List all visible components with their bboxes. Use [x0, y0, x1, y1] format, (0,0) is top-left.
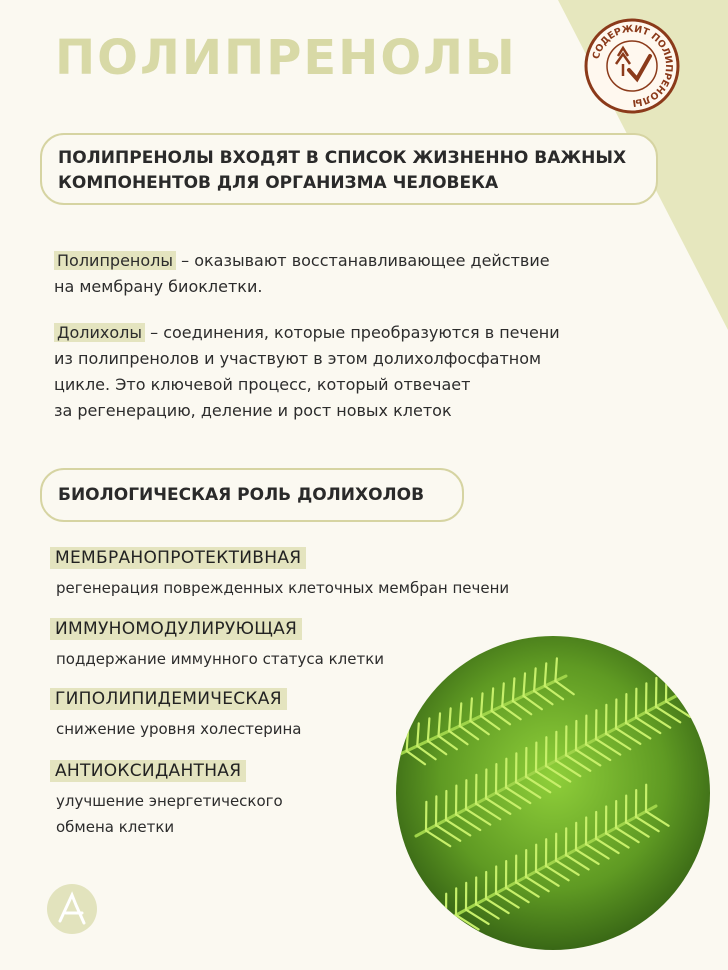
- header-info-box: [40, 133, 658, 205]
- role-name-membrane: МЕМБРАНОПРОТЕКТИВНАЯ: [50, 547, 306, 569]
- roles-title-box: [40, 468, 464, 522]
- role-desc-immune: поддержание иммунного статуса клетки: [56, 650, 385, 668]
- page-title: ПОЛИПРЕНОЛЫ: [55, 30, 517, 86]
- polyprenols-line-1: – оказывают восстанавливающее действие: [176, 251, 550, 270]
- role-desc-membrane: регенерация поврежденных клеточных мембран печени: [56, 579, 510, 597]
- dolichols-term: Долихолы: [54, 323, 145, 342]
- roles-title: БИОЛОГИЧЕСКАЯ РОЛЬ ДОЛИХОЛОВ: [58, 485, 425, 505]
- role-name-immune: ИММУНОМОДУЛИРУЮЩАЯ: [50, 618, 302, 640]
- role-desc-antioxidant-line-2: обмена клетки: [56, 818, 175, 836]
- stamp-contains-polyprenols: [582, 16, 682, 116]
- dolichols-paragraph: [54, 320, 674, 424]
- header-line-1: ПОЛИПРЕНОЛЫ ВХОДЯТ В СПИСОК ЖИЗНЕННО ВАЖНЫХ: [58, 148, 627, 168]
- brand-logo-icon: [46, 883, 98, 935]
- polyprenols-line-2: на мембрану биоклетки.: [54, 277, 263, 296]
- dolichols-line-1: – соединения, которые преобразуются в печени: [145, 323, 560, 342]
- role-name-lipid: ГИПОЛИПИДЕМИЧЕСКАЯ: [50, 688, 287, 710]
- fir-branch-photo: [396, 636, 710, 950]
- dolichols-line-2: из полипренолов и участвуют в этом долихолфосфатном: [54, 349, 542, 368]
- stamp-text: СОДЕРЖИТ ПОЛИПРЕНОЛЫ: [590, 23, 675, 109]
- header-line-2: КОМПОНЕНТОВ ДЛЯ ОРГАНИЗМА ЧЕЛОВЕКА: [58, 173, 499, 193]
- polyprenols-paragraph: [54, 248, 674, 300]
- dolichols-line-4: за регенерацию, деление и рост новых клеток: [54, 401, 452, 420]
- role-desc-antioxidant-line-1: улучшение энергетического: [56, 792, 283, 810]
- role-desc-lipid: снижение уровня холестерина: [56, 720, 302, 738]
- role-name-antioxidant: АНТИОКСИДАНТНАЯ: [50, 760, 246, 782]
- dolichols-line-3: цикле. Это ключевой процесс, который отвечает: [54, 375, 471, 394]
- role-desc-antioxidant: [56, 788, 356, 840]
- polyprenols-term: Полипренолы: [54, 251, 176, 270]
